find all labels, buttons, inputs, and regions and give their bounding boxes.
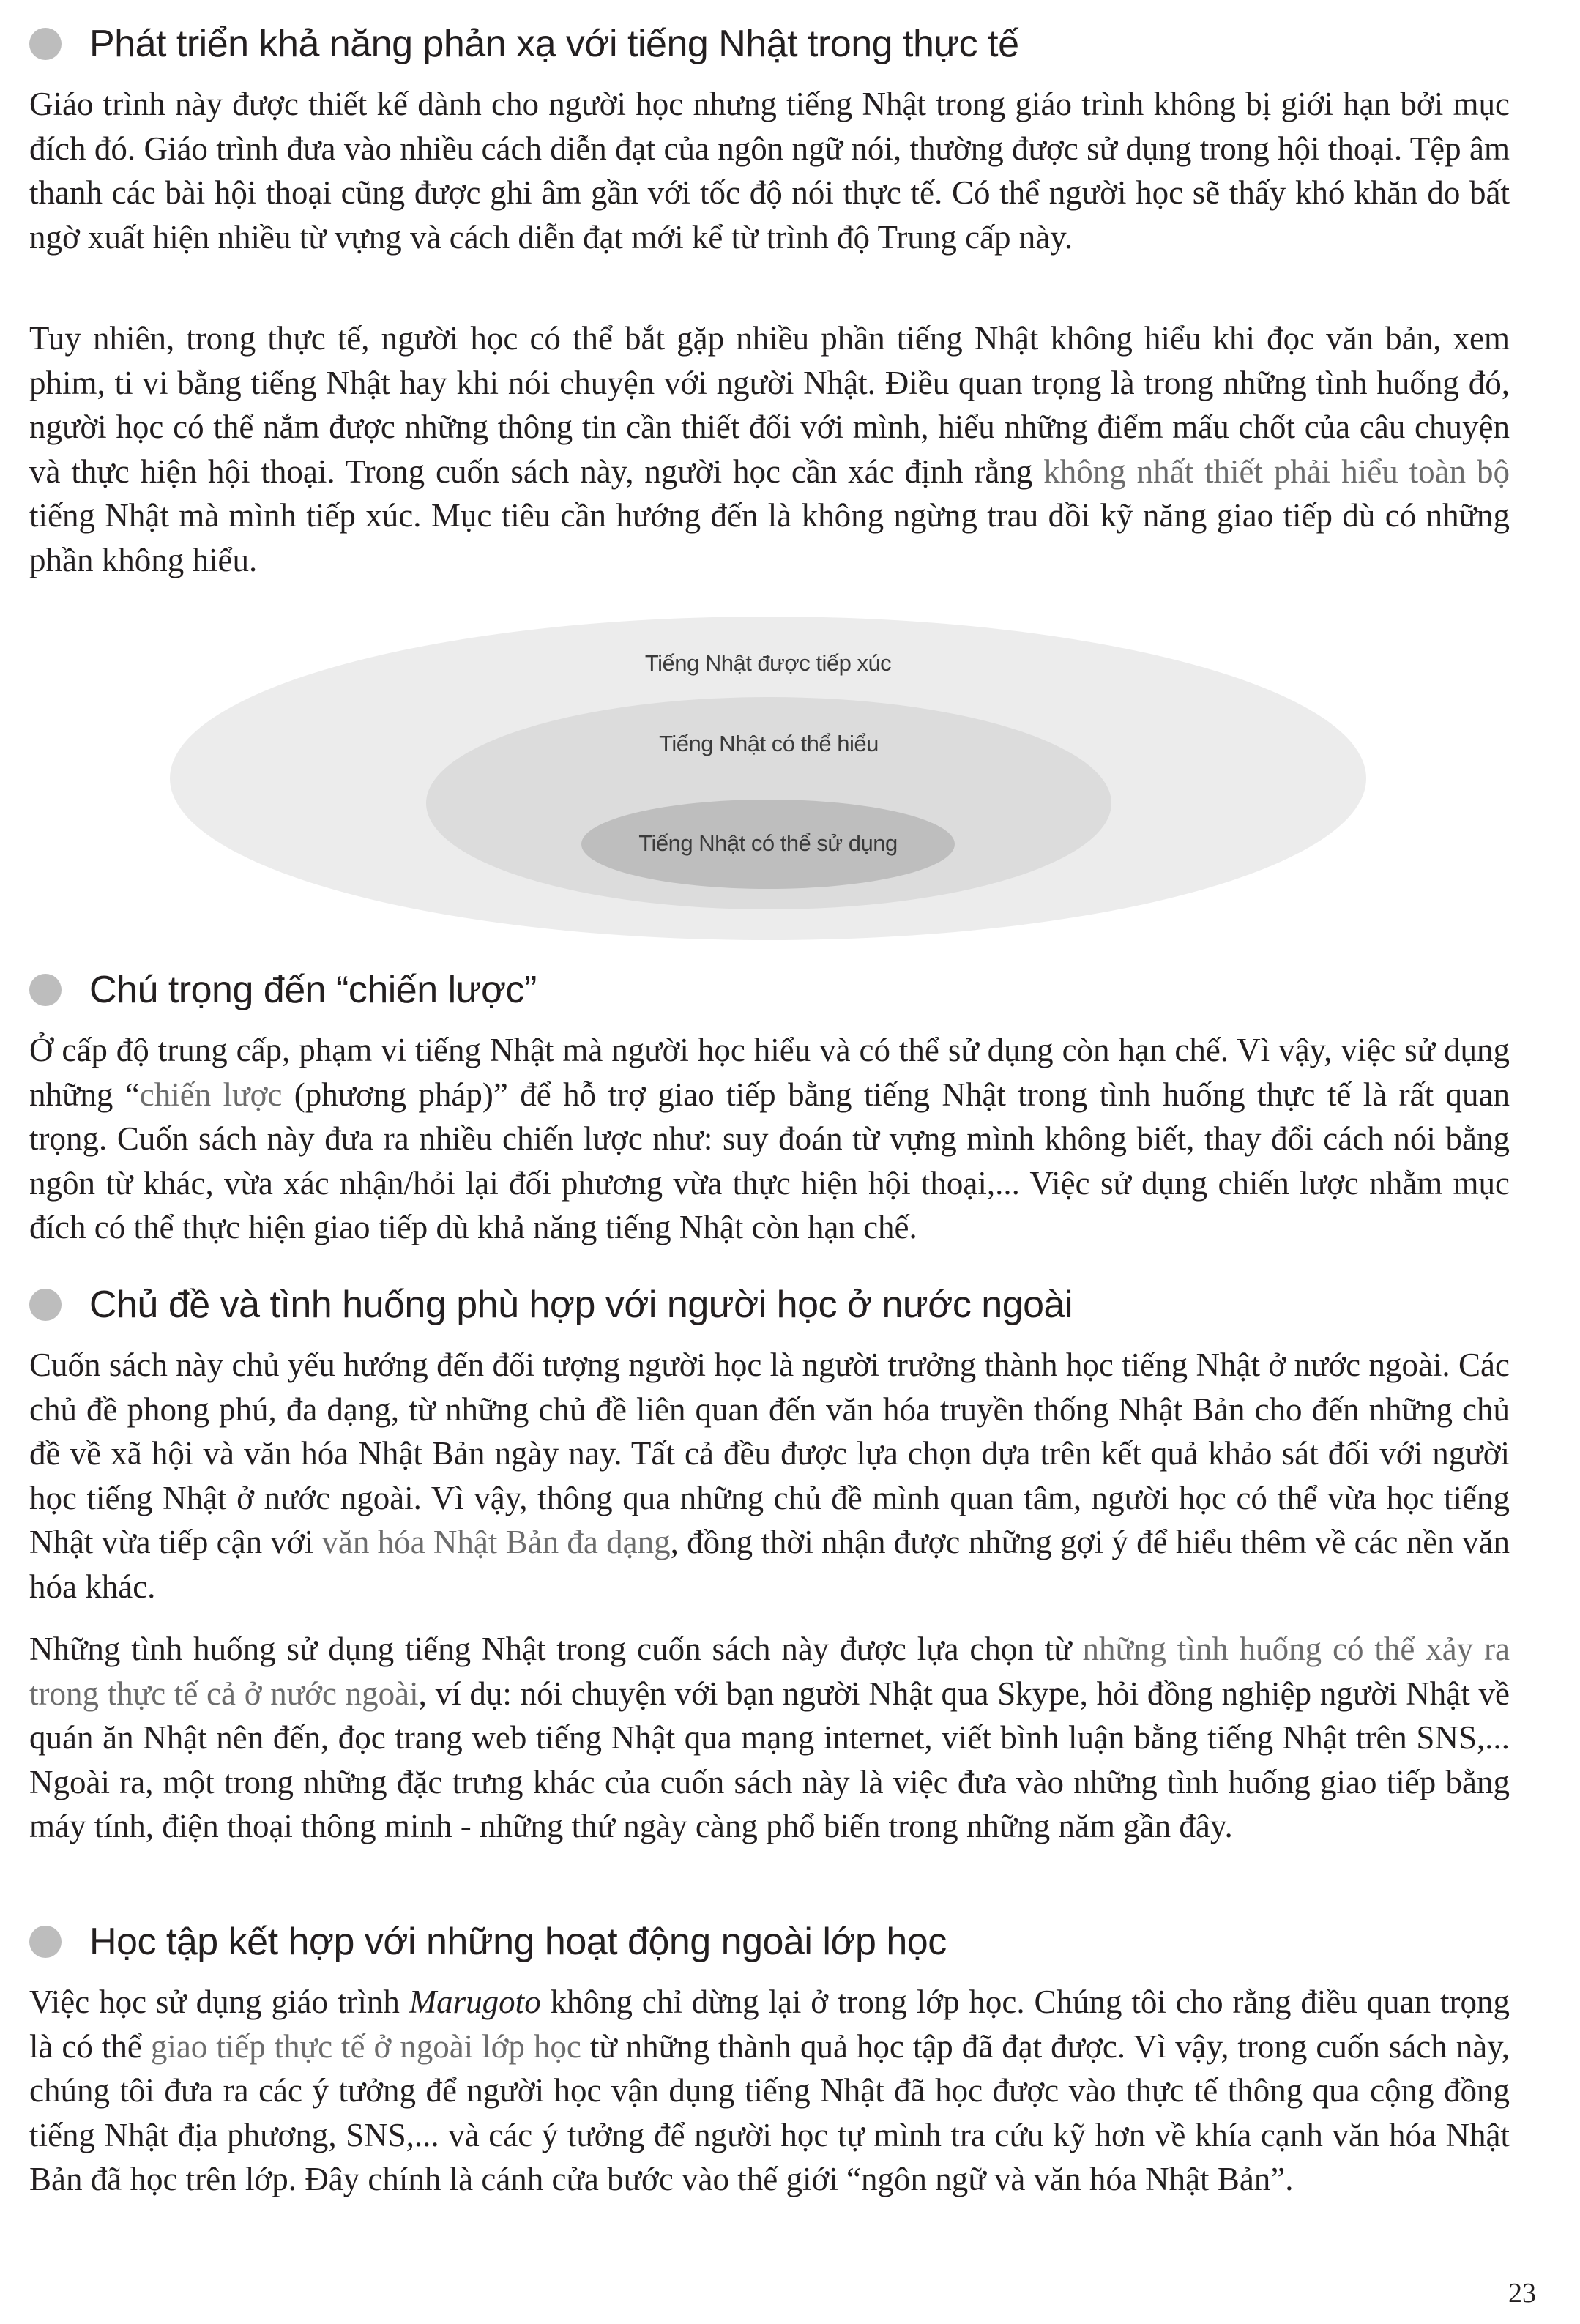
- paragraph-text: Những tình huống sử dụng tiếng Nhật trong cuốn sách này được lựa chọn từ: [29, 1631, 1083, 1667]
- book-title-italic: Marugoto: [409, 1984, 541, 2020]
- paragraph-text: Việc học sử dụng giáo trình: [29, 1984, 409, 2020]
- paragraph-text: Ở cấp độ trung cấp, phạm vi tiếng Nhật mà người học hiểu và có thể sử dụng còn hạn chế. Vì vậy, việc sử dụng những “: [29, 1032, 1510, 1113]
- diagram-middle-label: Tiếng Nhật có thể hiểu: [659, 731, 879, 756]
- paragraph: [29, 82, 1510, 259]
- paragraph-text: (phương pháp)” để hỗ trợ giao tiếp bằng tiếng Nhật trong tình huống thực tế là rất quan trọng. Cuốn sách này đưa ra nhiều chiến lược như: suy đoán từ vựng mình không biết, thay đổi cách nói bằng ngôn từ khác, vừa xác nhận/hỏi lại đối phương vừa thực hiện hội thoại,... Việc sử dụng chiến lược nhằm mục đích có thể thực hiện giao tiếp dù khả năng tiếng Nhật còn hạn chế.: [29, 1076, 1510, 1245]
- paragraph-text: từ những thành quả học tập đã đạt được. Vì vậy, trong cuốn sách này, chúng tôi đưa ra các ý tưởng để người học vận dụng tiếng Nhật đã học được vào thực tế thông qua cộng đồng tiếng Nhật địa phương, SNS,... và các ý tưởng để người học tự mình tra cứu kỹ hơn về khía cạnh văn hóa Nhật Bản đã học trên lớp. Đây chính là cánh cửa bước vào thế giới “ngôn ngữ và văn hóa Nhật Bản”.: [29, 2027, 1510, 2197]
- paragraph-text: , đồng thời nhận được những gợi ý để hiểu thêm về các nền văn hóa khác.: [29, 1524, 1510, 1605]
- paragraph-text: không chỉ dừng lại ở trong lớp học. Chúng tôi cho rằng điều quan trọng là có thể: [29, 1984, 1510, 2065]
- paragraph-text: tiếng Nhật mà mình tiếp xúc. Mục tiêu cần hướng đến là không ngừng trau dồi kỹ năng giao tiếp dù có những phần không hiểu.: [29, 497, 1510, 578]
- paragraph: [29, 1980, 1510, 2202]
- diagram-inner-ellipse: [581, 800, 955, 889]
- highlighted-text: văn hóa Nhật Bản đa dạng: [321, 1524, 671, 1560]
- paragraph-text: , ví dụ: nói chuyện với bạn người Nhật qua Skype, hỏi đồng nghiệp người Nhật về quán ăn Nhật nên đến, đọc trang web tiếng Nhật qua mạng internet, viết bình luận bằng tiếng Nhật trên SNS,... Ngoài ra, một trong những đặc trưng khác của cuốn sách này là việc đưa vào những tình huống giao tiếp bằng máy tính, điện thoại thông minh - những thứ ngày càng phổ biến trong những năm gần đây.: [29, 1675, 1510, 1844]
- section-heading: [29, 1920, 947, 1964]
- paragraph: [29, 1028, 1510, 1250]
- heading-text: Phát triển khả năng phản xạ với tiếng Nhật trong thực tế: [89, 23, 1019, 65]
- highlighted-text: những tình huống có thể xảy ra trong thực tế cả ở nước ngoài: [29, 1631, 1510, 1712]
- section-heading: [29, 1283, 1073, 1327]
- page-number: 23: [1508, 2278, 1536, 2309]
- paragraph-text: Giáo trình này được thiết kế dành cho người học nhưng tiếng Nhật trong giáo trình không bị giới hạn bởi mục đích đó. Giáo trình đưa vào nhiều cách diễn đạt của ngôn ngữ nói, thường được sử dụng trong hội thoại. Tệp âm thanh các bài hội thoại cũng được ghi âm gần với tốc độ nói thực tế. Có thể người học sẽ thấy khó khăn do bất ngờ xuất hiện nhiều từ vựng và cách diễn đạt mới kể từ trình độ Trung cấp này.: [29, 86, 1510, 256]
- paragraph-text: Tuy nhiên, trong thực tế, người học có thể bắt gặp nhiều phần tiếng Nhật không hiểu khi đọc văn bản, xem phim, ti vi bằng tiếng Nhật hay khi nói chuyện với người Nhật. Điều quan trọng là trong những tình huống đó, người học có thể nắm được những thông tin cần thiết đối với mình, hiểu những điểm mấu chốt của câu chuyện và thực hiện hội thoại. Trong cuốn sách này, người học cần xác định rằng: [29, 320, 1510, 490]
- heading-text: Học tập kết hợp với những hoạt động ngoài lớp học: [89, 1921, 947, 1963]
- heading-text: Chủ đề và tình huống phù hợp với người học ở nước ngoài: [89, 1284, 1073, 1326]
- paragraph: [29, 1343, 1510, 1609]
- diagram-outer-label: Tiếng Nhật được tiếp xúc: [644, 650, 892, 676]
- section-heading: [29, 968, 537, 1012]
- bullet-circle-icon: [29, 28, 62, 60]
- bullet-circle-icon: [29, 1289, 62, 1321]
- bullet-circle-icon: [29, 1926, 62, 1958]
- highlighted-text: giao tiếp thực tế ở ngoài lớp học: [150, 2027, 581, 2065]
- heading-text: Chú trọng đến “chiến lược”: [89, 969, 537, 1011]
- highlighted-text: không nhất thiết phải hiểu toàn bộ: [1043, 452, 1510, 490]
- section-heading: [29, 22, 1019, 66]
- paragraph: [29, 1627, 1510, 1849]
- paragraph-text: Cuốn sách này chủ yếu hướng đến đối tượng người học là người trưởng thành học tiếng Nhật ở nước ngoài. Các chủ đề phong phú, đa dạng, từ những chủ đề liên quan đến văn hóa truyền thống Nhật Bản cho đến những chủ đề về xã hội và văn hóa Nhật Bản ngày nay. Tất cả đều được lựa chọn dựa trên kết quả khảo sát đối với người học tiếng Nhật ở nước ngoài. Vì vậy, thông qua những chủ đề mình quan tâm, người học có thể vừa học tiếng Nhật vừa tiếp cận với: [29, 1347, 1510, 1560]
- paragraph: [29, 316, 1510, 582]
- highlighted-text: chiến lược: [139, 1076, 283, 1113]
- bullet-circle-icon: [29, 974, 62, 1006]
- diagram-inner-label: Tiếng Nhật có thể sử dụng: [638, 830, 898, 856]
